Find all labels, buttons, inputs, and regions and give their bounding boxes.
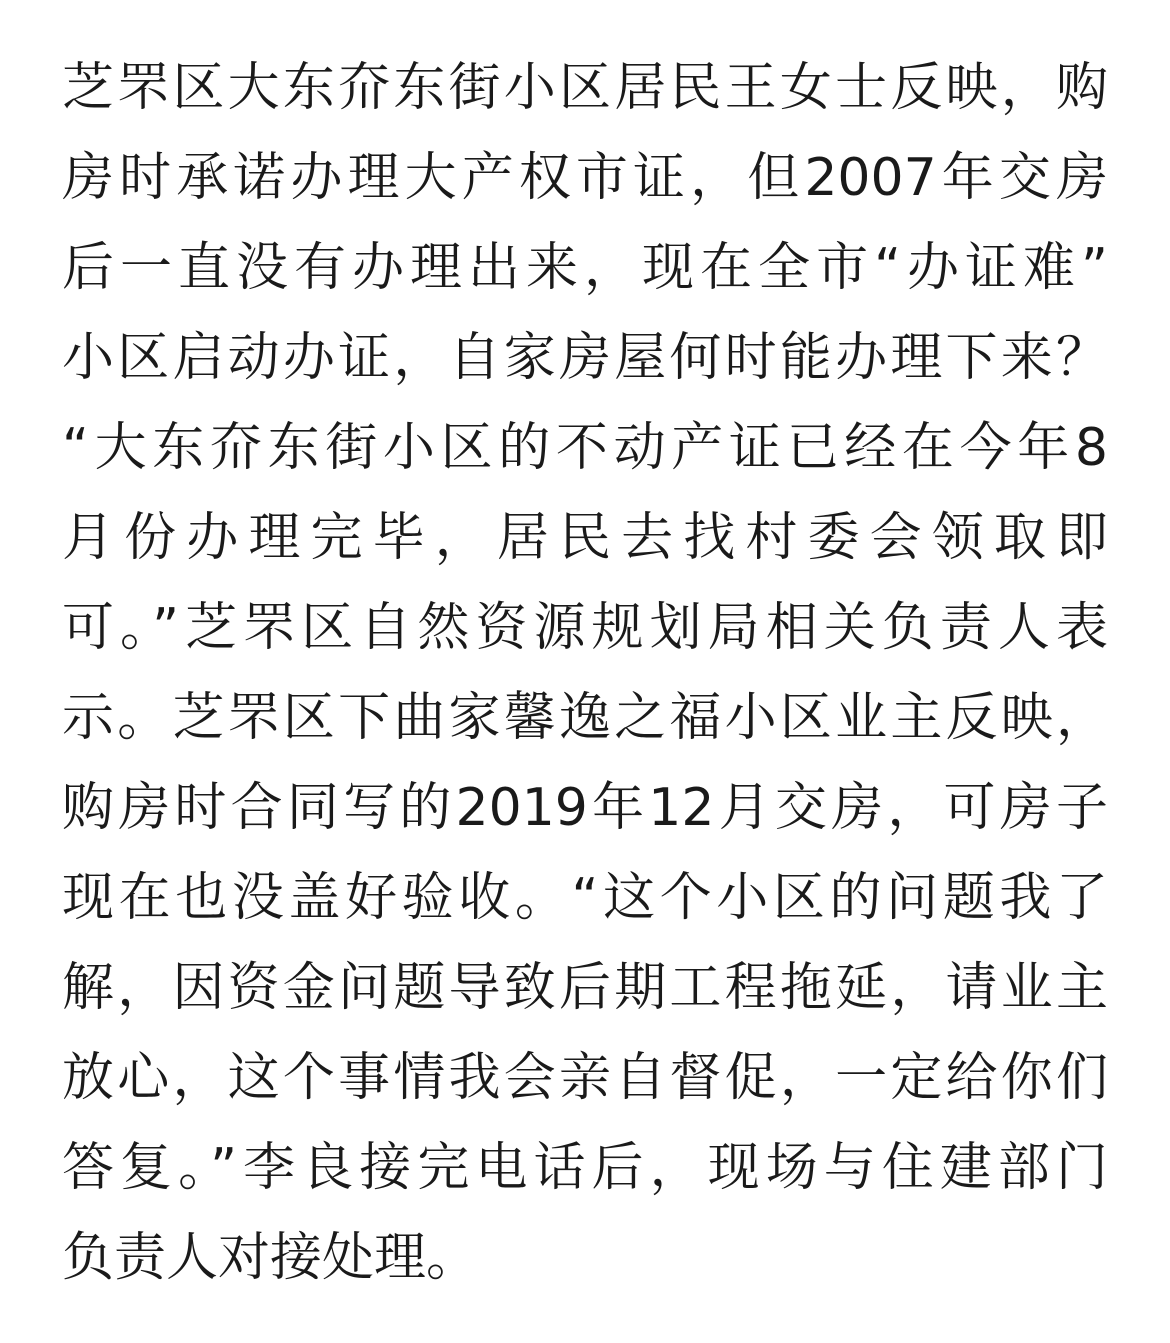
text-line: 答复。”李良接完电话后，现场与住建部门 [62,1138,1108,1198]
text-line: 购房时合同写的2019年12月交房，可房子 [62,778,1108,838]
post-text [62,43,1108,1303]
text-line: “大东夼东街小区的不动产证已经在今年8 [62,418,1108,478]
text-line: 后一直没有办理出来，现在全市“办证难” [62,238,1108,298]
text-line: 解，因资金问题导致后期工程拖延，请业主 [62,958,1108,1018]
text-line: 现在也没盖好验收。“这个小区的问题我了 [62,868,1108,928]
text-line: 示。芝罘区下曲家馨逸之福小区业主反映， [62,688,1108,748]
text-line: 芝罘区大东夼东街小区居民王女士反映，购 [62,58,1108,118]
text-line: 可。”芝罘区自然资源规划局相关负责人表 [62,598,1108,658]
text-line: 房时承诺办理大产权市证，但2007年交房 [62,148,1108,208]
text-line: 放心，这个事情我会亲自督促，一定给你们 [62,1048,1108,1108]
text-line: 月份办理完毕，居民去找村委会领取即 [62,508,1108,568]
text-line: 负责人对接处理。 [62,1228,479,1288]
text-line: 小区启动办证，自家房屋何时能办理下来？ [62,328,1108,388]
